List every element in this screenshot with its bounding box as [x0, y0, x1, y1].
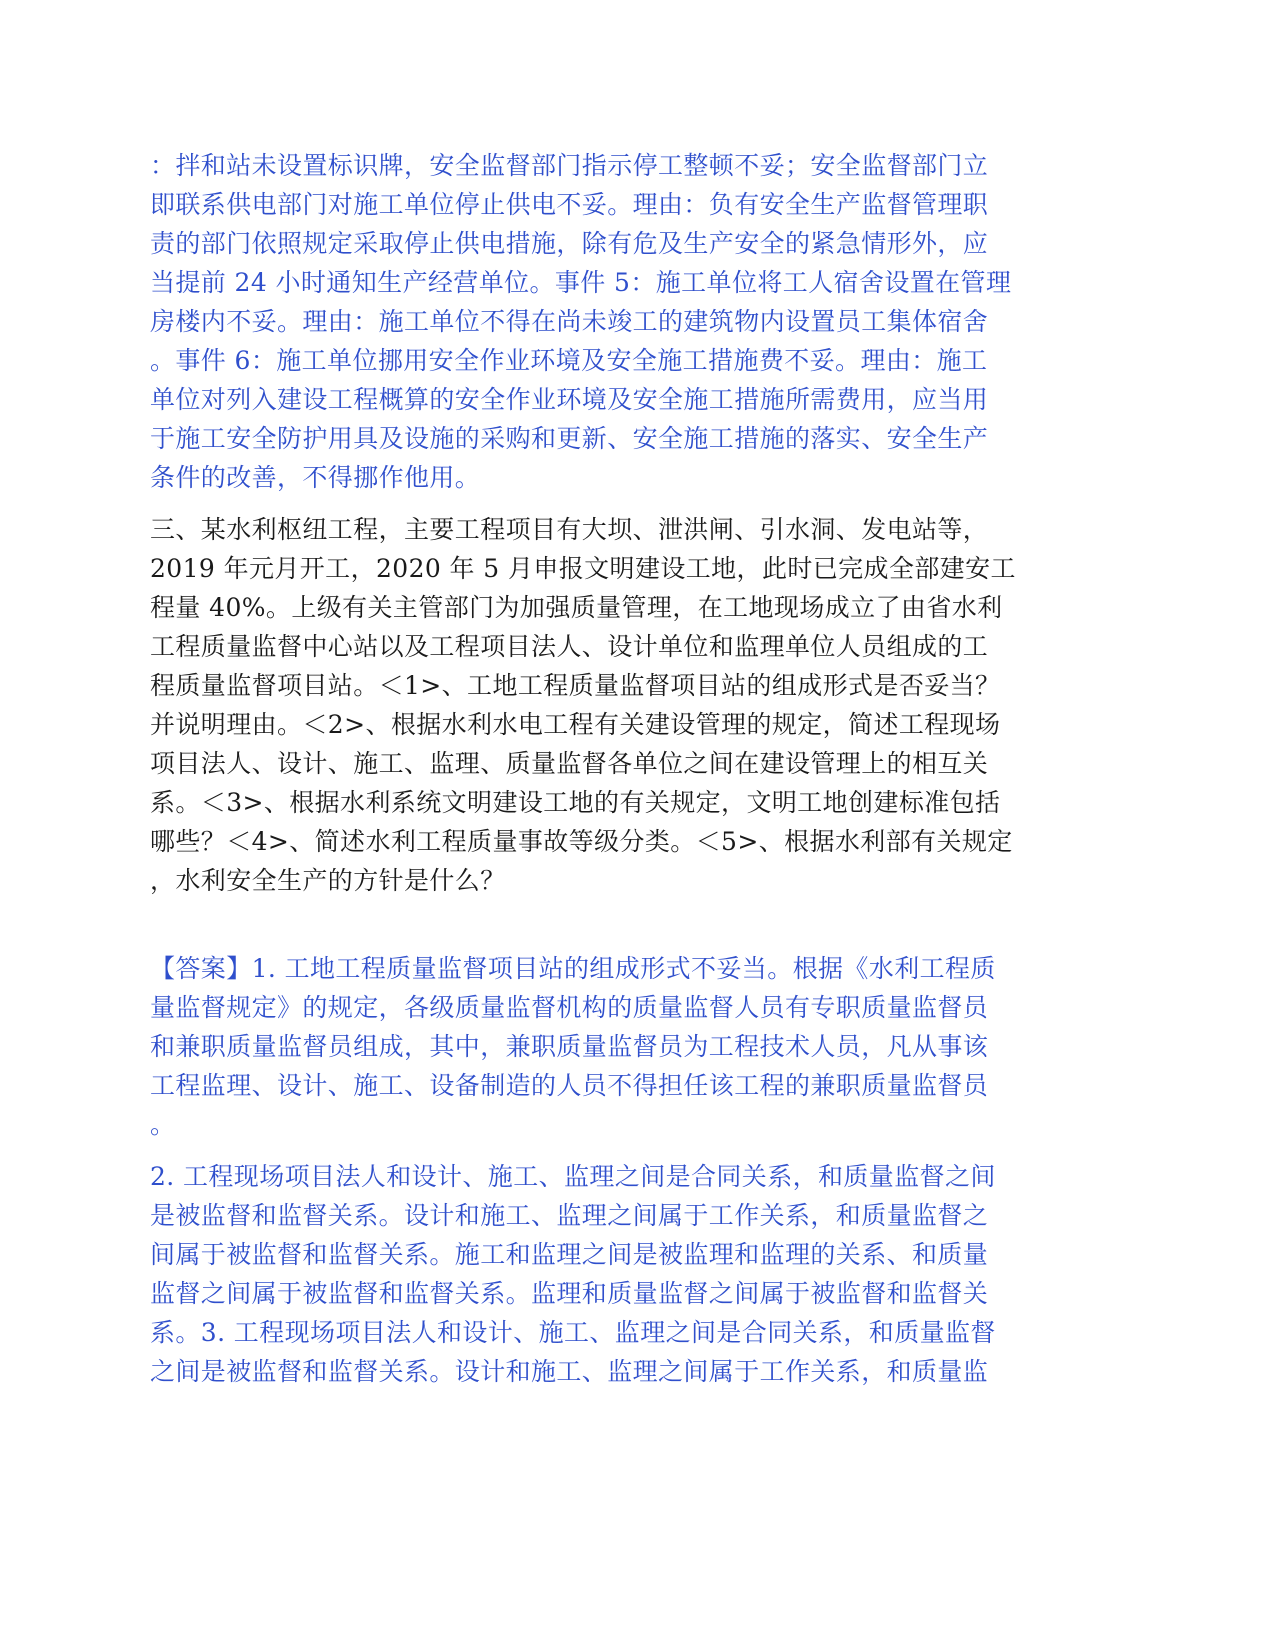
paragraph-spacer: [150, 1144, 1115, 1157]
text-line: 责的部门依照规定采取停止供电措施，除有危及生产安全的紧急情形外，应: [150, 229, 989, 258]
text-line: 是被监督和监督关系。设计和施工、监理之间属于工作关系，和质量监督之: [150, 1201, 989, 1230]
text-line: 并说明理由。＜2>、根据水利水电工程有关建设管理的规定，简述工程现场: [150, 710, 1001, 739]
paragraph-spacer: [150, 900, 1115, 949]
text-line: 项目法人、设计、施工、监理、质量监督各单位之间在建设管理上的相互关: [150, 749, 989, 778]
text-line: 工程监理、设计、施工、设备制造的人员不得担任该工程的兼职质量监督员: [150, 1071, 989, 1100]
text-line: 间属于被监督和监督关系。施工和监理之间是被监理和监理的关系、和质量: [150, 1240, 989, 1269]
answer-3-paragraph-1: [150, 949, 1115, 1144]
text-line: 房楼内不妥。理由：施工单位不得在尚未竣工的建筑物内设置员工集体宿舍: [150, 307, 989, 336]
text-line: 即联系供电部门对施工单位停止供电不妥。理由：负有安全生产监督管理职: [150, 190, 989, 219]
document-page: [150, 146, 1115, 1391]
text-line: 系。＜3>、根据水利系统文明建设工地的有关规定，文明工地创建标准包括: [150, 788, 1001, 817]
text-line: 系。3. 工程现场项目法人和设计、施工、监理之间是合同关系，和质量监督: [150, 1318, 996, 1347]
text-line: 和兼职质量监督员组成，其中，兼职质量监督员为工程技术人员，凡从事该: [150, 1032, 989, 1061]
text-line: 量监督规定》的规定，各级质量监督机构的质量监督人员有专职质量监督员: [150, 993, 989, 1022]
text-line: 2019 年元月开工，2020 年 5 月申报文明建设工地，此时已完成全部建安工: [150, 554, 1016, 583]
text-line: ，水利安全生产的方针是什么？: [150, 866, 506, 895]
text-line: 2. 工程现场项目法人和设计、施工、监理之间是合同关系，和质量监督之间: [150, 1162, 996, 1191]
text-line: 。: [150, 1110, 176, 1139]
text-line: ：拌和站未设置标识牌，安全监督部门指示停工整顿不妥；安全监督部门立: [150, 151, 989, 180]
question-3-paragraph: [150, 510, 1115, 900]
answer-part1-paragraph: [150, 146, 1115, 497]
text-line: 哪些？＜4>、简述水利工程质量事故等级分类。＜5>、根据水利部有关规定: [150, 827, 1013, 856]
text-line: 当提前 24 小时通知生产经营单位。事件 5：施工单位将工人宿舍设置在管理: [150, 268, 1012, 297]
text-line: 【答案】1. 工地工程质量监督项目站的组成形式不妥当。根据《水利工程质: [150, 954, 996, 983]
text-line: 监督之间属于被监督和监督关系。监理和质量监督之间属于被监督和监督关: [150, 1279, 989, 1308]
text-line: 三、某水利枢纽工程，主要工程项目有大坝、泄洪闸、引水洞、发电站等，: [150, 515, 989, 544]
text-line: 程质量监督项目站。＜1>、工地工程质量监督项目站的组成形式是否妥当？: [150, 671, 1001, 700]
text-line: 之间是被监督和监督关系。设计和施工、监理之间属于工作关系，和质量监: [150, 1357, 989, 1386]
text-line: 单位对列入建设工程概算的安全作业环境及安全施工措施所需费用，应当用: [150, 385, 989, 414]
text-line: 工程质量监督中心站以及工程项目法人、设计单位和监理单位人员组成的工: [150, 632, 989, 661]
text-line: 。事件 6：施工单位挪用安全作业环境及安全施工措施费不妥。理由：施工: [150, 346, 988, 375]
text-line: 于施工安全防护用具及设施的采购和更新、安全施工措施的落实、安全生产: [150, 424, 989, 453]
text-line: 程量 40%。上级有关主管部门为加强质量管理，在工地现场成立了由省水利: [150, 593, 1003, 622]
paragraph-spacer: [150, 497, 1115, 510]
answer-3-paragraph-2: [150, 1157, 1115, 1391]
text-line: 条件的改善，不得挪作他用。: [150, 463, 481, 492]
